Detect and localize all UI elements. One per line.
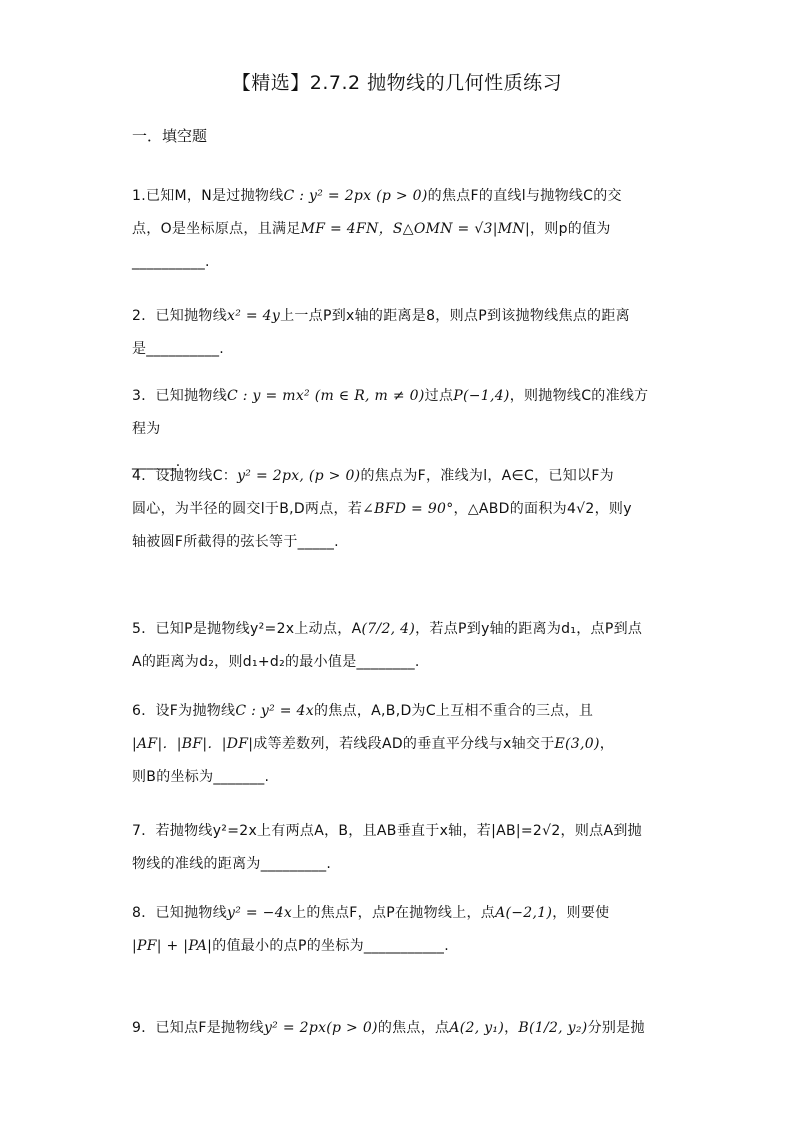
- problem-9-line-1: 9．已知点F是抛物线y² = 2px(p > 0)的焦点，点A(2, y₁)，B(1/2, y₂)分别是抛: [132, 1020, 645, 1036]
- problem-7-line-2: 物线的准线的距离为_________.: [132, 856, 332, 872]
- problem-5-line-2: A的距离为d₂，则d₁+d₂的最小值是________.: [132, 654, 420, 670]
- problem-6-line-2: |AF|．|BF|．|DF|成等差数列，若线段AD的垂直平分线与x轴交于E(3,0)，: [132, 736, 615, 752]
- problem-7-line-1: 7．若抛物线y²=2x上有两点A，B，且AB垂直于x轴，若|AB|=2√2，则点A到抛: [132, 823, 642, 839]
- problem-3-line-1: 3．已知抛物线C : y = mx² (m ∈ R, m ≠ 0)过点P(−1,4)，则抛物线C的准线方程为: [132, 388, 649, 437]
- section-heading: 一．填空题: [132, 127, 208, 145]
- problem-4: [132, 460, 662, 559]
- problem-9: [132, 1012, 672, 1045]
- problem-3-line-2: ______.: [132, 454, 181, 470]
- problem-5: [132, 613, 662, 679]
- problem-2-line-2: 是__________.: [132, 341, 225, 357]
- problem-8-line-2: |PF| + |PA|的值最小的点P的坐标为___________.: [132, 938, 449, 954]
- problem-6-line-3: 则B的坐标为_______.: [132, 769, 270, 785]
- problem-1-line-1: 1.已知M，N是过抛物线C : y² = 2px (p > 0)的焦点F的直线l与抛物线C的交: [132, 188, 622, 204]
- problem-4-line-2: 圆心，为半径的圆交l于B,D两点，若∠BFD = 90°，△ABD的面积为4√2，则y: [132, 501, 632, 517]
- problem-6-line-1: 6．设F为抛物线C : y² = 4x的焦点，A,B,D为C上互相不重合的三点，且: [132, 703, 594, 719]
- problem-5-line-1: 5．已知P是抛物线y²=2x上动点，A(7/2, 4)，若点P到y轴的距离为d₁，点P到点: [132, 621, 643, 637]
- problem-2: [132, 300, 662, 366]
- problem-1-line-3: __________.: [132, 254, 210, 270]
- problem-1: [132, 180, 662, 279]
- problem-7: [132, 815, 662, 881]
- problem-4-line-3: 轴被圆F所截得的弦长等于_____.: [132, 534, 339, 550]
- problem-8: [132, 897, 662, 963]
- problem-1-line-2: 点，O是坐标原点，且满足MF = 4FN，S△OMN = √3|MN|，则p的值为: [132, 221, 611, 237]
- problem-2-line-1: 2．已知抛物线x² = 4y上一点P到x轴的距离是8，则点P到该抛物线焦点的距离: [132, 308, 630, 324]
- problem-4-line-1: 4．设抛物线C：y² = 2px, (p > 0)的焦点为F，准线为l，A∈C，已知以F为: [132, 468, 614, 484]
- page-title: 【精选】2.7.2 抛物线的几何性质练习: [231, 72, 563, 94]
- problem-6: [132, 695, 662, 794]
- problem-8-line-1: 8．已知抛物线y² = −4x上的焦点F，点P在抛物线上，点A(−2,1)，则要使: [132, 905, 610, 921]
